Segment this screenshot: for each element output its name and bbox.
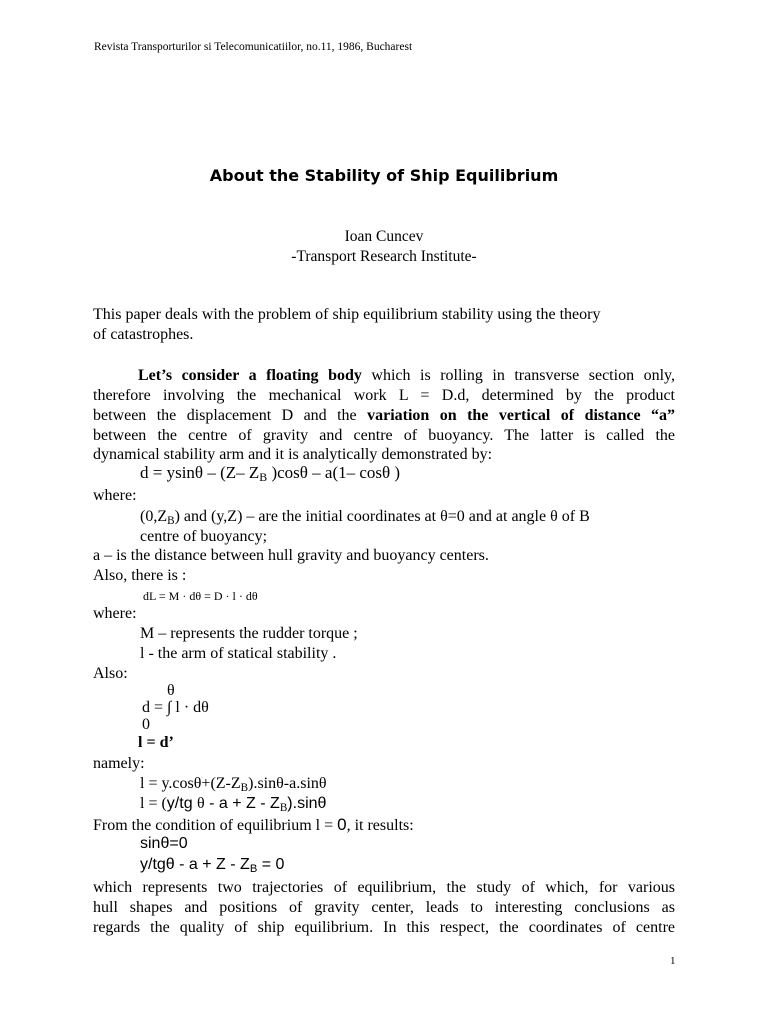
paragraph-1-line-3 (93, 406, 675, 426)
eq-part: θ (197, 795, 205, 812)
bold-phrase: variation on the vertical of distance “a” (367, 407, 676, 424)
eq-part: ).sinθ (287, 795, 327, 812)
running-header: Revista Transporturilor si Telecomunicatiilor, no.11, 1986, Bucharest (94, 41, 413, 53)
paragraph-1-line-2: therefore involving the mechanical work L = D.d, determined by the product (93, 387, 675, 404)
also-there-is: Also, there is : (93, 567, 187, 584)
final-paragraph-line-1: which represents two trajectories of equilibrium, the study of which, for various (93, 879, 675, 896)
text-span: From the condition of equilibrium l = (93, 817, 338, 834)
zero-value: 0 (337, 815, 347, 834)
eq-part: l = y.cosθ+(Z-Z (140, 775, 241, 792)
equation-trajectory (140, 856, 284, 874)
author-affiliation: -Transport Research Institute- (291, 248, 477, 265)
text-span: between the displacement D and the (93, 407, 368, 424)
eq-part: l = ( (140, 795, 167, 812)
text-span: ) and (y,Z) – are the initial coordinates at θ=0 and at angle θ of B (174, 508, 590, 525)
also-label: Also: (93, 665, 128, 682)
coordinates-definition-cont: centre of buoyancy; (140, 528, 268, 545)
m-definition: M – represents the rudder torque ; (140, 625, 358, 642)
final-paragraph-line-3: regards the quality of ship equilibrium. In this respect, the coordinates of centre (93, 919, 675, 936)
eq-part: d = ysinθ – (Z– Z (140, 463, 260, 482)
coordinates-definition (140, 508, 590, 526)
paragraph-1-line-4: between the centre of gravity and centre of buoyancy. The latter is called the (93, 427, 675, 444)
subscript: B (167, 515, 175, 527)
equilibrium-condition (93, 815, 414, 835)
where-label-2: where: (93, 605, 137, 622)
eq-subscript: B (259, 470, 268, 484)
eq-part: - a + Z - Z (204, 795, 280, 812)
where-label-1: where: (93, 487, 137, 504)
l-equals-d-prime: l = d’ (138, 734, 174, 751)
page-title: About the Stability of Ship Equilibrium (209, 166, 559, 185)
paragraph-1-line-1 (93, 366, 675, 386)
equation-d (140, 463, 400, 483)
page-number: 1 (670, 955, 676, 967)
equation-sin: sinθ=0 (140, 835, 188, 852)
author-name: Ioan Cuncev (344, 228, 424, 245)
text-span: , it results: (346, 817, 414, 834)
eq-part: ).sinθ-a.sinθ (248, 775, 327, 792)
abstract-line-2: of catastrophes. (93, 326, 194, 343)
l-definition: l - the arm of statical stability . (140, 645, 337, 662)
namely-label: namely: (93, 755, 145, 772)
eq-part: = 0 (257, 856, 285, 873)
equation-dl: dL = M · dθ = D · l · dθ (143, 589, 258, 603)
equation-l-1 (140, 775, 327, 793)
eq-subscript: B (240, 782, 249, 794)
equation-l-2 (140, 795, 326, 813)
text-span: which is rolling in transverse section only, (361, 367, 675, 384)
a-definition: a – is the distance between hull gravity and buoyancy centers. (93, 547, 489, 564)
integral-equation: d = ∫ l · dθ (142, 699, 209, 716)
text-span: (0,Z (140, 508, 168, 525)
integral-upper-limit: θ (167, 682, 175, 699)
eq-part: y/tgθ - a + Z - Z (140, 856, 250, 873)
paragraph-1-line-5: dynamical stability arm and it is analytically demonstrated by: (93, 446, 493, 463)
eq-part: y/tg (166, 795, 198, 812)
integral-lower-limit: 0 (142, 716, 150, 733)
bold-phrase: Let’s consider a floating body (138, 367, 362, 384)
final-paragraph-line-2: hull shapes and positions of gravity center, leads to interesting conclusions as (93, 899, 675, 916)
eq-subscript: B (279, 802, 288, 814)
eq-part: )cosθ – a(1– cosθ ) (267, 463, 401, 482)
abstract-line-1: This paper deals with the problem of ship equilibrium stability using the theory (93, 306, 601, 323)
eq-subscript: B (249, 863, 258, 875)
